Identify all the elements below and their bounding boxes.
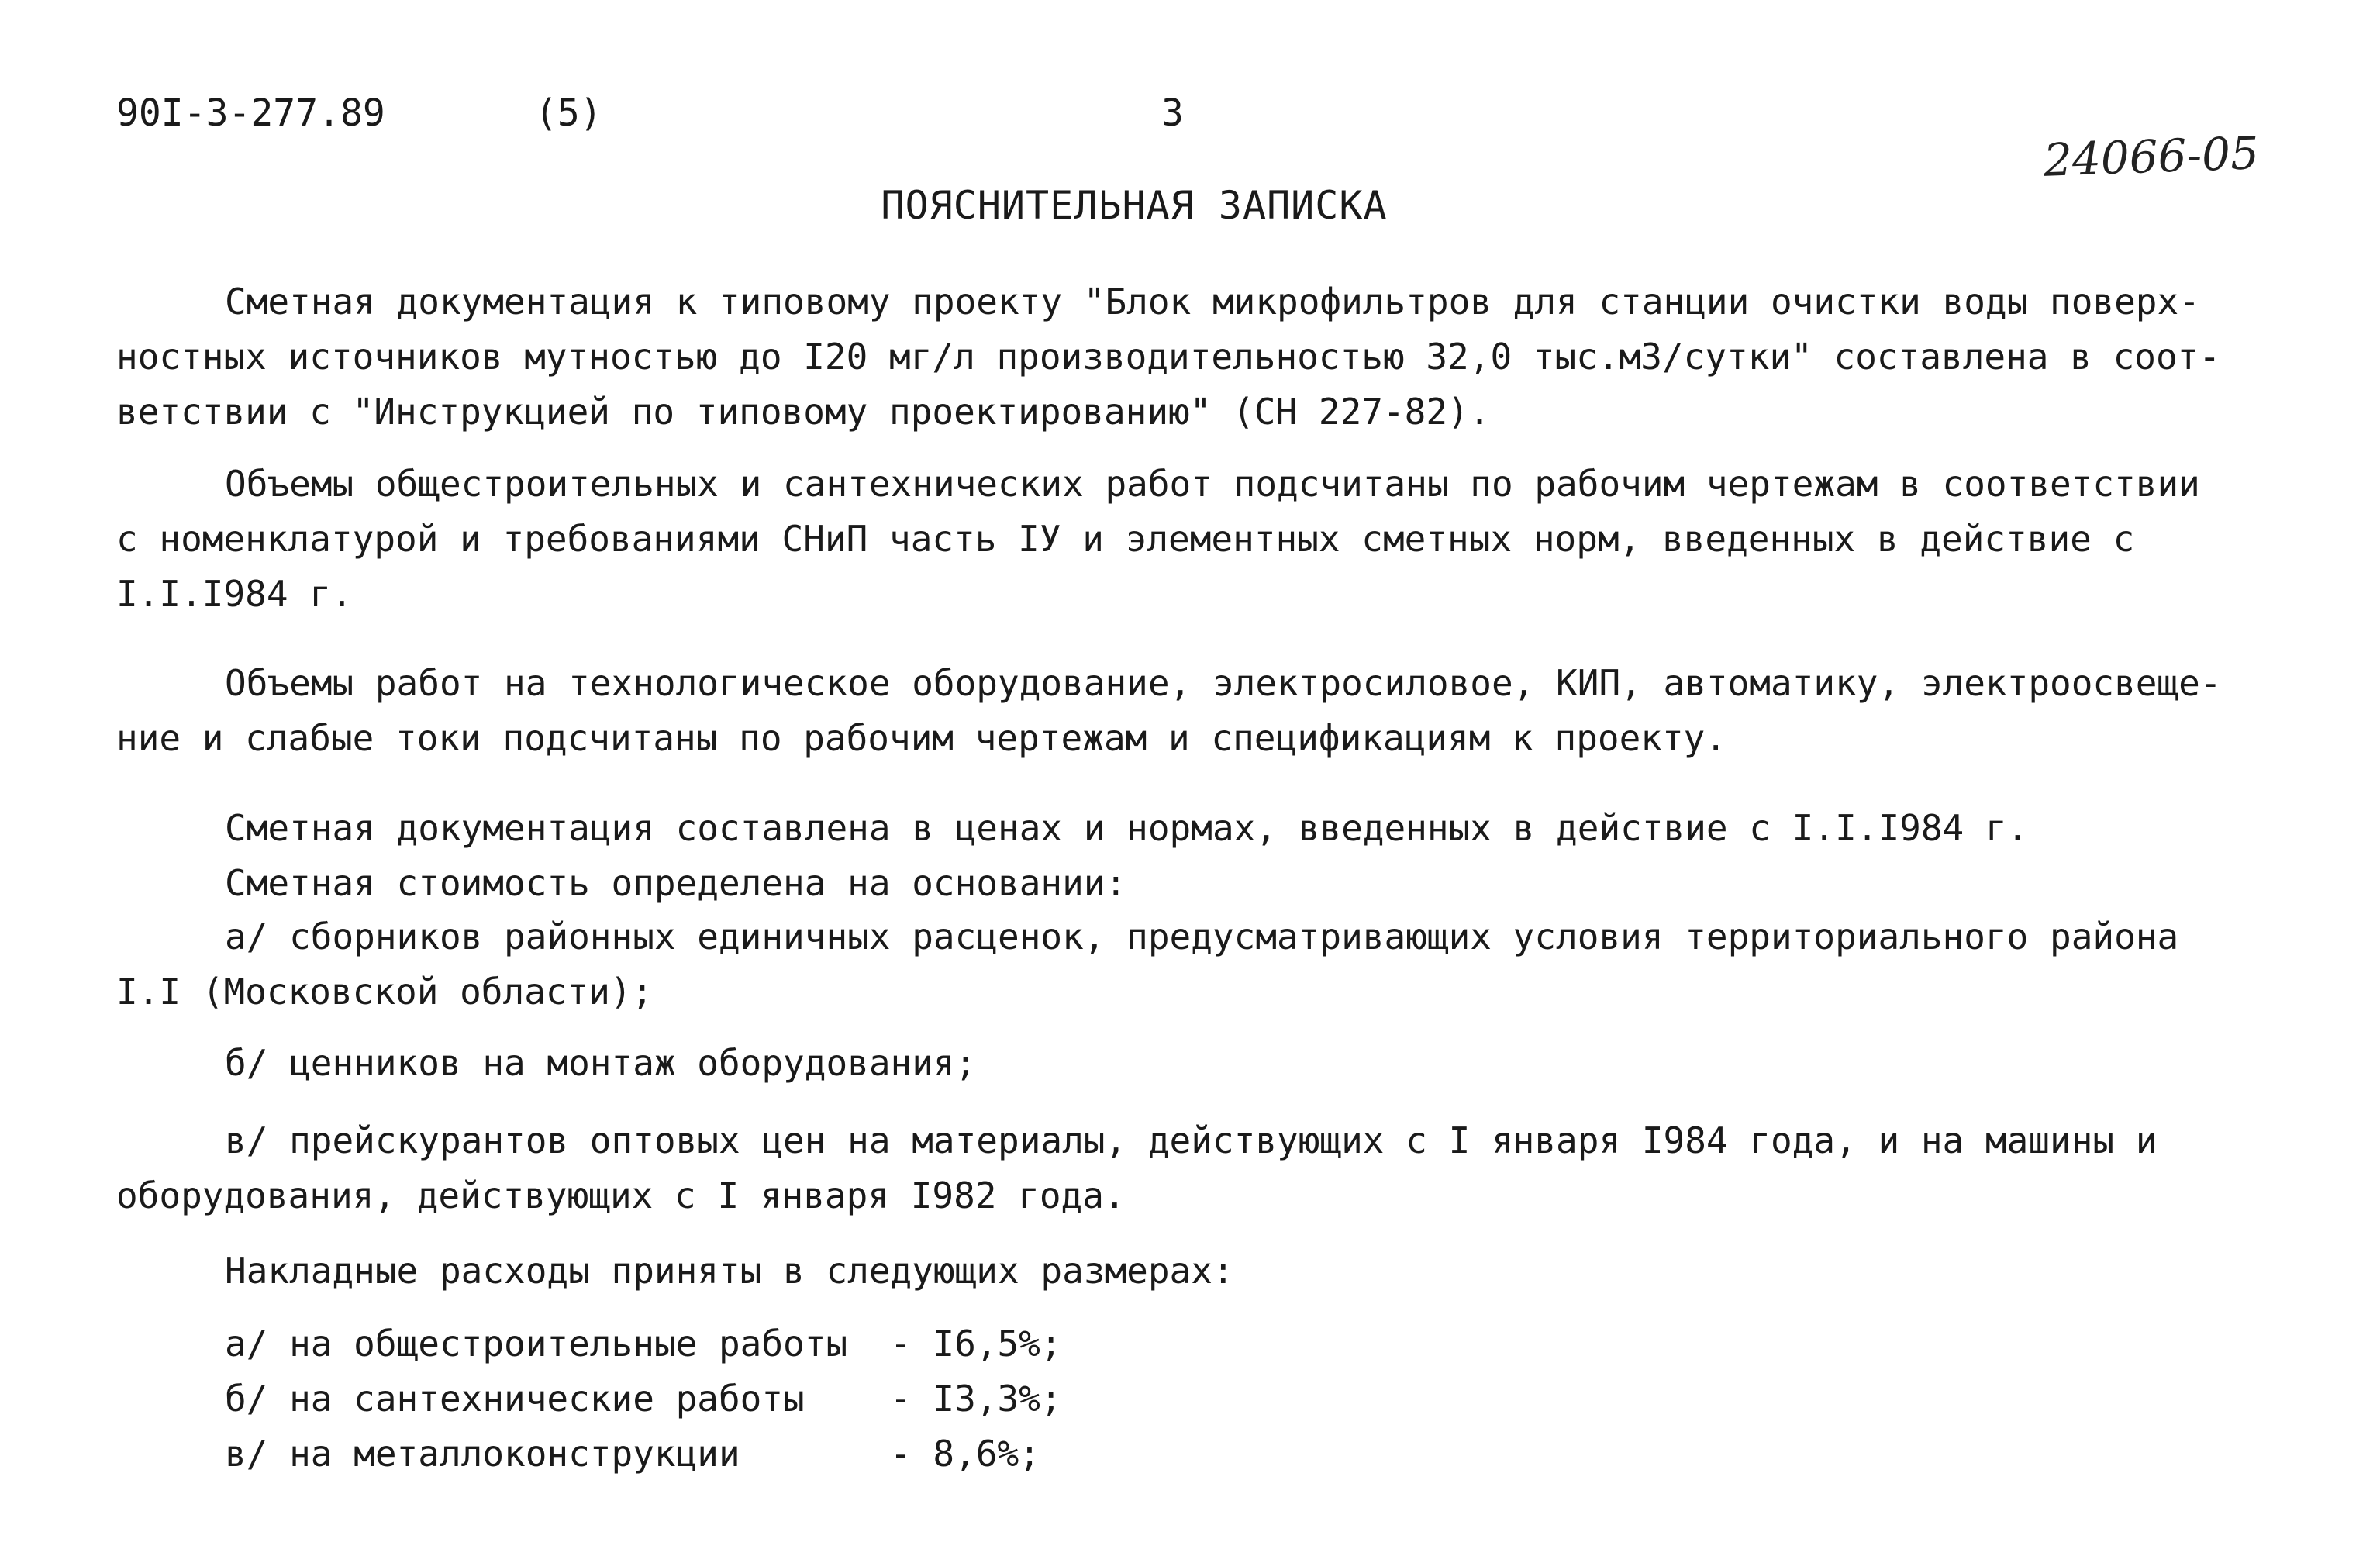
paragraph-3-line-1: Объемы работ на технологическое оборудование, электросиловое, КИП, автоматику, электроосвеще- [225, 662, 2222, 704]
document-code: 90I-3-277.89 [116, 91, 385, 135]
paragraph-2-line-1: Объемы общестроительных и сантехнических работ подсчитаны по рабочим чертежам в соответствии [225, 463, 2200, 505]
list-item-b: б/ ценников на монтаж оборудования; [225, 1042, 977, 1084]
overhead-rate-label: а/ на общестроительные работы [225, 1323, 848, 1365]
sheet-number: (5) [535, 91, 602, 135]
paragraph-2-line-2: с номенклатурой и требованиями СНиП часть IУ и элементных сметных норм, введенных в действие с [116, 518, 2135, 560]
overhead-intro: Накладные расходы приняты в следующих размерах: [225, 1250, 1234, 1292]
list-item-a-line-2: I.I (Московской области); [116, 971, 654, 1013]
paragraph-2-line-3: I.I.I984 г. [116, 573, 353, 615]
overhead-rate-value: - I6,5%; [890, 1323, 1062, 1365]
paragraph-5: Сметная стоимость определена на основании: [225, 862, 1127, 904]
paragraph-1-line-3: ветствии с "Инструкцией по типовому проектированию" (СН 227-82). [116, 391, 1491, 433]
page-title: ПОЯСНИТЕЛЬНАЯ ЗАПИСКА [881, 183, 1388, 228]
list-item-v-line-2: оборудования, действующих с I января I982 года. [116, 1175, 1126, 1216]
paragraph-1-line-2: ностных источников мутностью до I20 мг/л производительностью 32,0 тыс.м3/сутки" составлена в соот- [116, 336, 2221, 378]
paragraph-4: Сметная документация составлена в ценах и нормах, введенных в действие с I.I.I984 г. [225, 807, 2029, 849]
handwritten-inventory-number: 24066-05 [2042, 126, 2261, 187]
page-number: 3 [1161, 91, 1184, 135]
paragraph-1-line-1: Сметная документация к типовому проекту "Блок микрофильтров для станции очистки воды поверх- [225, 281, 2200, 323]
paragraph-3-line-2: ние и слабые токи подсчитаны по рабочим чертежам и спецификациям к проекту. [116, 717, 1727, 759]
overhead-rate-value: - 8,6%; [890, 1433, 1040, 1475]
list-item-v-line-1: в/ прейскурантов оптовых цен на материалы, действующих с I января I984 года, и на машины и [225, 1120, 2158, 1161]
list-item-a-line-1: а/ сборников районных единичных расценок, предусматривающих условия территориального района [225, 916, 2179, 957]
overhead-rate-label: в/ на металлоконструкции [225, 1433, 740, 1475]
overhead-rate-value: - I3,3%; [890, 1378, 1062, 1420]
overhead-rate-label: б/ на сантехнические работы [225, 1378, 805, 1420]
